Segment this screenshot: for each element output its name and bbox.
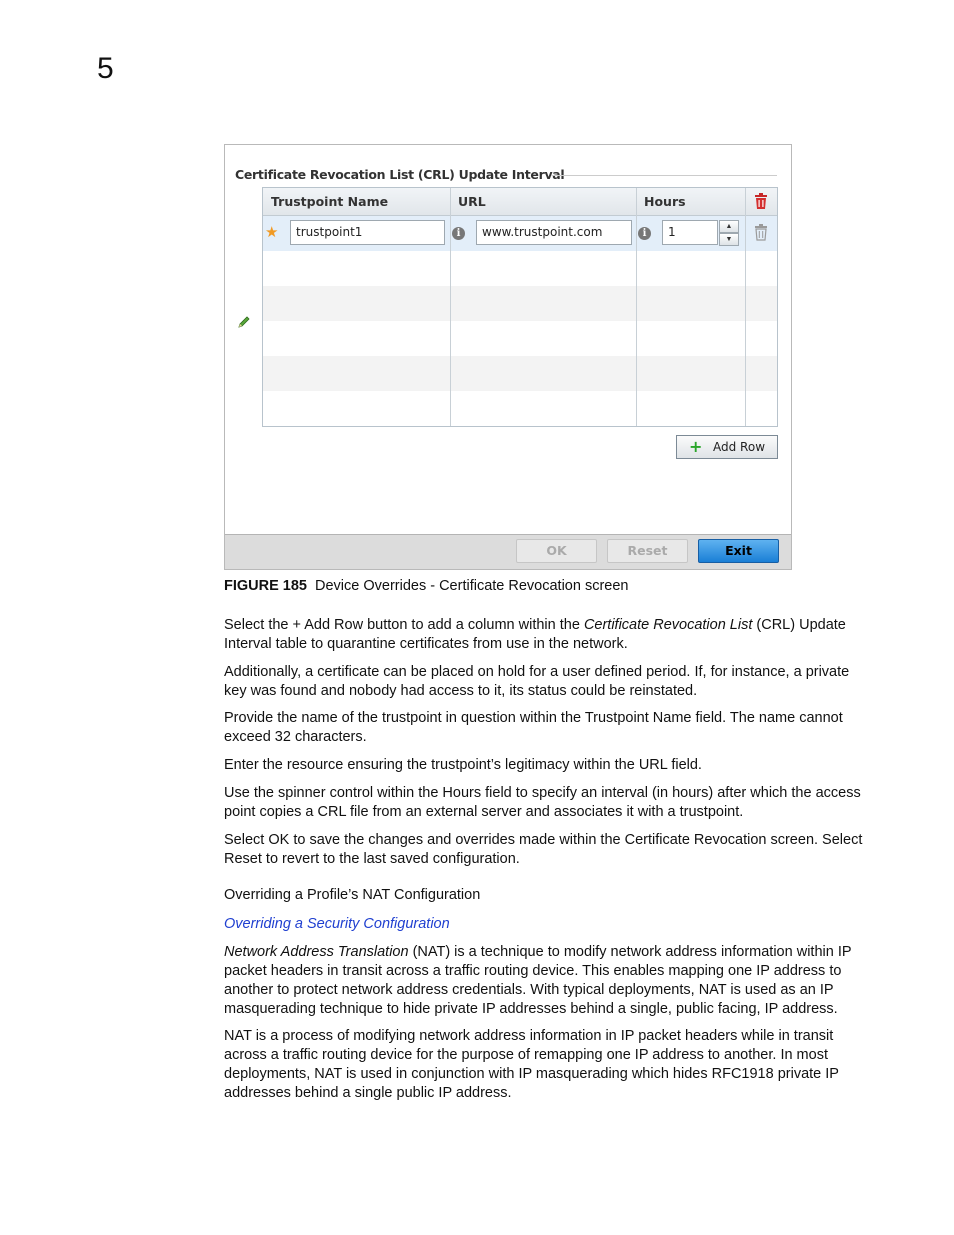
delete-all-icon[interactable] — [753, 193, 769, 210]
star-icon: ★ — [265, 224, 279, 241]
text: (NAT) is a technique to modify network address information within IP packet headers in transit across a traffic routing device. This enables mapping one IP address to another to protect network address credentials. With typical deployments, NAT is used as an IP masquerading technique to hide private IP addresses behind a single, public facing, IP address. — [224, 944, 852, 1017]
text: button to add a column within the — [363, 617, 584, 633]
column-divider — [636, 188, 637, 426]
table-row — [263, 251, 777, 286]
column-header-hours[interactable]: Hours — [644, 194, 686, 209]
figure-caption — [224, 578, 628, 594]
paragraph: NAT is a process of modifying network address information in IP packet headers while in transit across a traffic routing device for the purpose of remapping one IP address to another. In most deployments, NAT is used in conjunction with IP masquerading which hides RFC1918 private IP addresses behind a single public IP address. — [224, 1028, 839, 1101]
paragraph — [224, 756, 874, 775]
chapter-number: 5 — [97, 52, 114, 85]
text: Certificate Revocation List — [583, 617, 753, 633]
text: to save the changes and overrides made within the — [289, 832, 625, 848]
certificate-revocation-screen — [224, 144, 792, 570]
column-header-url[interactable]: URL — [458, 194, 486, 209]
table-row[interactable] — [263, 216, 777, 251]
text: Select the — [224, 617, 293, 633]
text: (CRL) Update Interval table to quarantine certificates from use in the network. — [224, 617, 846, 652]
cross-reference-link[interactable]: Overriding a Security Configuration — [224, 916, 450, 932]
table-row — [263, 356, 777, 391]
text: Enter the resource ensuring the trustpoint’s legitimacy within the — [224, 757, 639, 773]
text: screen. Select — [766, 832, 863, 848]
url-field[interactable]: www.trustpoint.com — [476, 220, 632, 245]
figure-title: Device Overrides - Certificate Revocation screen — [315, 578, 629, 594]
text: Network Address Translation — [224, 944, 409, 960]
section-legend: Certificate Revocation List (CRL) Update Interval — [235, 167, 565, 182]
reset-button[interactable]: Reset — [607, 539, 688, 563]
paragraph — [224, 943, 874, 1019]
info-icon[interactable]: i — [452, 227, 465, 240]
spinner-up[interactable]: ▲ — [719, 220, 739, 233]
table-row — [263, 286, 777, 321]
text: Hours — [442, 785, 482, 801]
table-row — [263, 391, 777, 426]
text: + Add Row — [292, 617, 364, 633]
text: Provide the name of the trustpoint in question within the — [224, 710, 585, 726]
paragraph — [224, 616, 874, 654]
delete-row-icon[interactable] — [753, 224, 769, 241]
text: Reset — [224, 851, 262, 867]
edit-icon[interactable] — [237, 315, 251, 329]
table-header — [263, 188, 777, 216]
ok-button[interactable]: OK — [516, 539, 597, 563]
paragraph: Additionally, a certificate can be placed on hold for a user defined period. If, for instance, a private key was found and nobody had access to it, its status could be reinstated. — [224, 664, 850, 699]
add-row-label: Add Row — [713, 440, 766, 454]
text: field. The name cannot exceed 32 characters. — [224, 710, 843, 745]
plus-icon: + — [689, 437, 703, 456]
text: field. — [667, 757, 702, 773]
trustpoint-name-field[interactable]: trustpoint1 — [290, 220, 445, 245]
text: Trustpoint Name — [584, 710, 692, 726]
text: field to specify an interval (in hours) after which the access point copies a CRL file from an external server and associates it with a trustpoint. — [224, 785, 861, 820]
hours-field[interactable]: 1 — [662, 220, 718, 245]
spinner-down[interactable]: ▼ — [719, 233, 739, 246]
spinner-icon[interactable] — [719, 220, 739, 245]
info-icon[interactable]: i — [638, 227, 651, 240]
crl-table — [262, 187, 778, 427]
button-bar — [225, 534, 791, 569]
legend-divider — [551, 175, 777, 176]
text: to revert to the last saved configuration. — [261, 851, 520, 867]
text: Certificate Revocation — [624, 832, 767, 848]
paragraph — [224, 831, 874, 869]
exit-button[interactable]: Exit — [698, 539, 779, 563]
figure-number: FIGURE 185 — [224, 578, 307, 594]
paragraph — [224, 709, 874, 747]
text: OK — [268, 832, 290, 848]
add-row-button[interactable] — [676, 435, 778, 459]
text: Select — [224, 832, 269, 848]
text: Use the spinner control within the — [224, 785, 443, 801]
column-header-trustpoint-name[interactable]: Trustpoint Name — [271, 194, 389, 209]
paragraph — [224, 784, 874, 822]
table-row — [263, 321, 777, 356]
column-divider — [450, 188, 451, 426]
section-heading: Overriding a Profile’s NAT Configuration — [224, 887, 481, 903]
column-divider — [745, 188, 746, 426]
text: URL — [638, 757, 668, 773]
